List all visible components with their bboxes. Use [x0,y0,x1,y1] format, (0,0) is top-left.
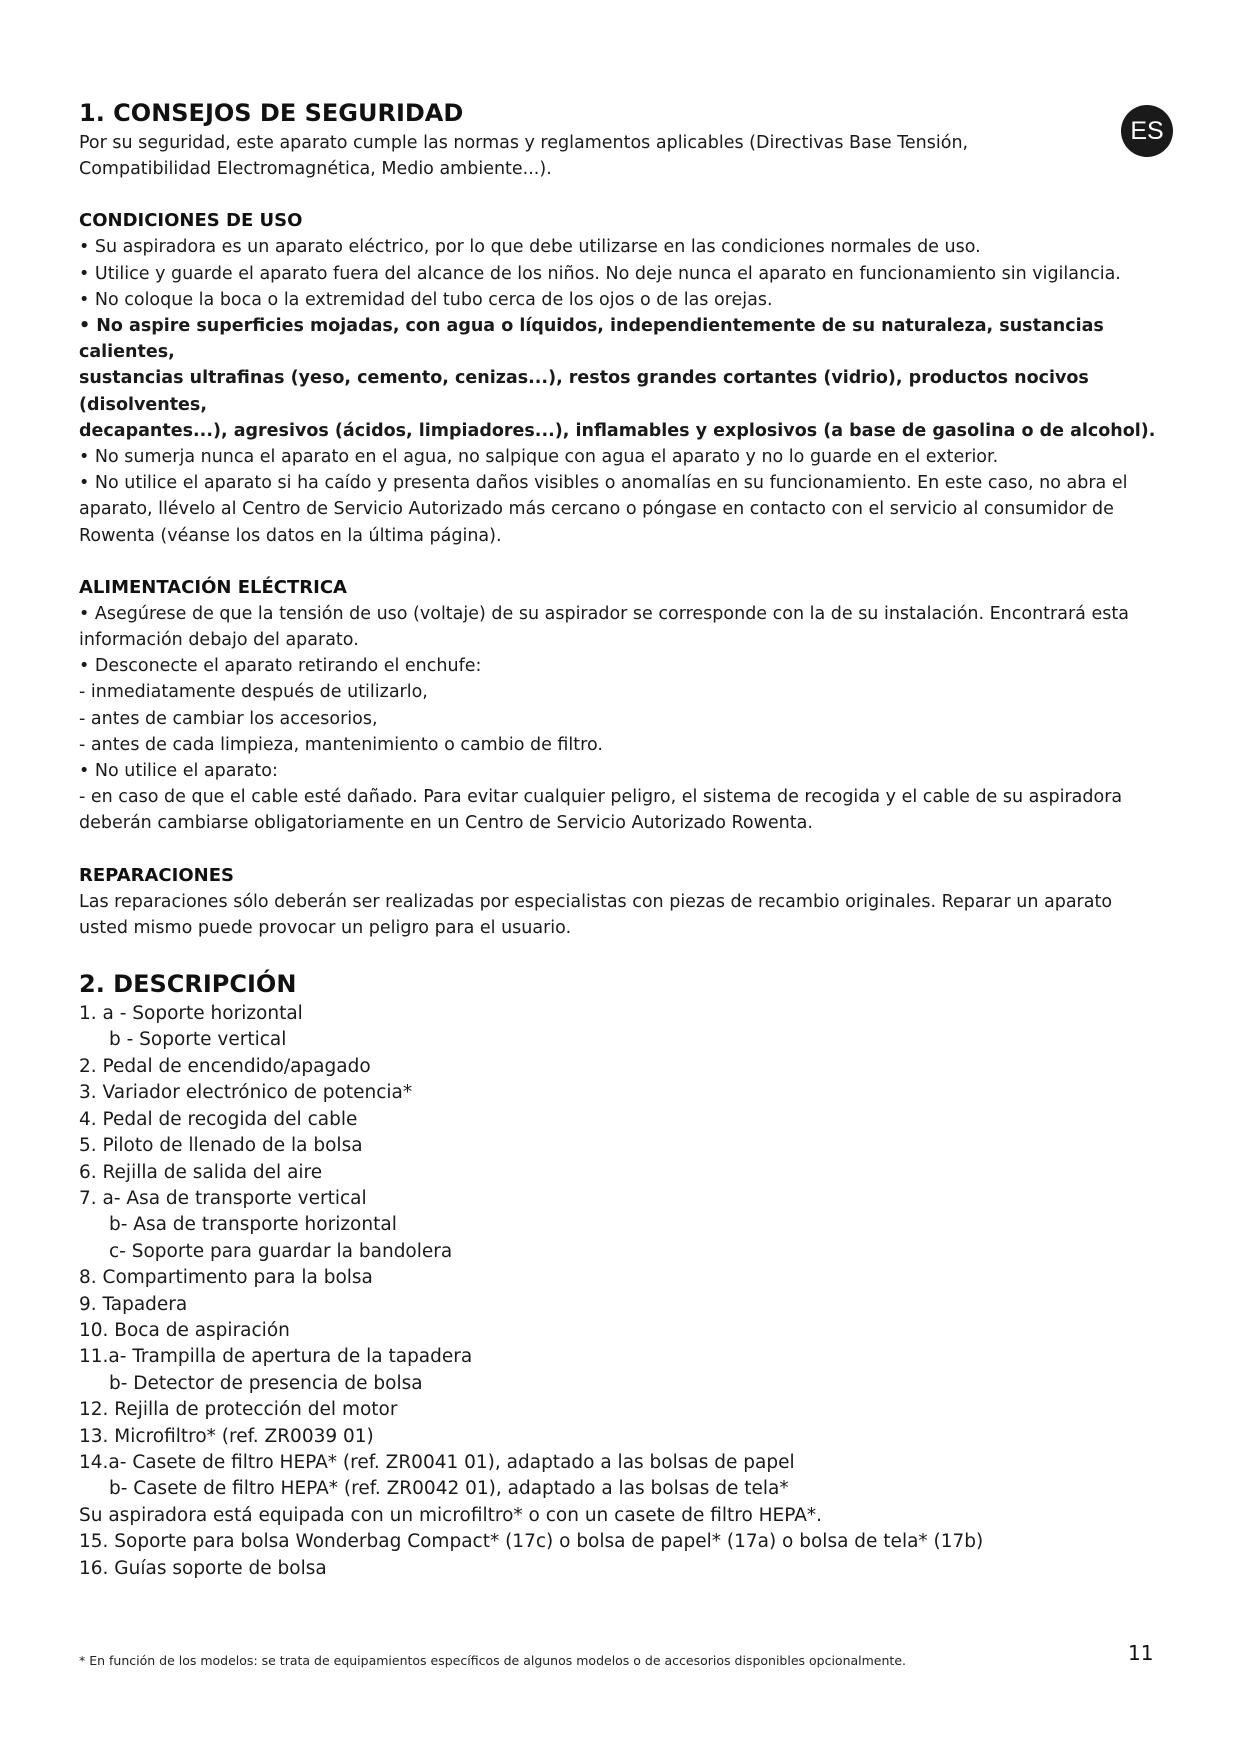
list-item: b- Asa de transporte horizontal [109,1214,397,1236]
conditions-warning-line: decapantes...), agresivos (ácidos, limpiadores...), inflamables y explosivos (a base de gasolina o de alcohol). [79,420,1156,441]
list-item: 9. Tapadera [79,1293,188,1315]
intro-line: Compatibilidad Electromagnética, Medio ambiente...). [79,159,552,180]
conditions-line: aparato, llévelo al Centro de Servicio Autorizado más cercano o póngase en contacto con el servicio al consumidor de [79,499,1114,520]
list-item: 1. a - Soporte horizontal [79,1003,303,1025]
list-item: 12. Rejilla de protección del motor [79,1399,398,1421]
conditions-warning-line: • No aspire superficies mojadas, con agua o líquidos, independientemente de su naturaleza, sustancias calientes, [79,316,1104,363]
list-item: 10. Boca de aspiración [79,1319,290,1341]
footnote: * En función de los modelos: se trata de equipamientos específicos de algunos modelos o de accesorios disponibles opcionalmente. [79,1653,906,1668]
list-item: 2. Pedal de encendido/apagado [79,1055,371,1077]
power-line: - en caso de que el cable esté dañado. Para evitar cualquier peligro, el sistema de recogida y el cable de su aspiradora [79,787,1123,808]
list-item: Su aspiradora está equipada con un microfiltro* o con un casete de filtro HEPA*. [79,1504,823,1526]
list-item: b- Casete de filtro HEPA* (ref. ZR0042 01), adaptado a las bolsas de tela* [109,1478,789,1500]
power-line: • Asegúrese de que la tensión de uso (voltaje) de su aspirador se corresponde con la de su instalación. Encontrará esta [79,603,1129,624]
repairs-line: usted mismo puede provocar un peligro para el usuario. [79,917,572,938]
section-title-safety: 1. CONSEJOS DE SEGURIDAD [79,99,464,127]
list-item: b- Detector de presencia de bolsa [109,1372,423,1394]
intro-line: Por su seguridad, este aparato cumple las normas y reglamentos aplicables (Directivas Base Tensión, [79,133,969,153]
conditions-line: • Su aspiradora es un aparato eléctrico, por lo que debe utilizarse en las condiciones normales de uso. [79,237,981,258]
list-item: b - Soporte vertical [109,1029,287,1051]
list-item: 15. Soporte para bolsa Wonderbag Compact* (17c) o bolsa de papel* (17a) o bolsa de tela* (17b) [79,1531,984,1553]
list-item: 8. Compartimento para la bolsa [79,1267,373,1289]
power-line: - inmediatamente después de utilizarlo, [79,682,428,703]
power-line: - antes de cada limpieza, mantenimiento o cambio de filtro. [79,734,603,755]
conditions-warning-line: sustancias ultrafinas (yeso, cemento, cenizas...), restos grandes cortantes (vidrio), productos nocivos (disolventes, [79,368,1089,415]
conditions-line: • No utilice el aparato si ha caído y presenta daños visibles o anomalías en su funcionamiento. En este caso, no abra el [79,473,1128,494]
heading-power: ALIMENTACIÓN ELÉCTRICA [79,576,347,598]
heading-conditions: CONDICIONES DE USO [79,210,303,232]
list-item: 7. a- Asa de transporte vertical [79,1187,367,1209]
power-line: • Desconecte el aparato retirando el enchufe: [79,656,482,677]
list-item: 4. Pedal de recogida del cable [79,1108,358,1130]
conditions-line: • Utilice y guarde el aparato fuera del alcance de los niños. No deje nunca el aparato en funcionamiento sin vigilancia. [79,263,1121,284]
list-item: c- Soporte para guardar la bandolera [109,1240,453,1262]
description-list [79,1001,1169,1582]
language-badge: ES [1121,105,1173,157]
page-content [79,96,1169,1582]
list-item: 14.a- Casete de filtro HEPA* (ref. ZR0041 01), adaptado a las bolsas de papel [79,1451,795,1473]
power-line: deberán cambiarse obligatoriamente en un Centro de Servicio Autorizado Rowenta. [79,813,813,834]
conditions-line: • No coloque la boca o la extremidad del tubo cerca de los ojos o de las orejas. [79,289,773,310]
power-line: - antes de cambiar los accesorios, [79,708,378,729]
list-item: 6. Rejilla de salida del aire [79,1161,323,1183]
section-title-description: 2. DESCRIPCIÓN [79,970,297,999]
power-line: • No utilice el aparato: [79,761,278,782]
page-number: 11 [1128,1641,1154,1665]
conditions-line: • No sumerja nunca el aparato en el agua, no salpique con agua el aparato y no lo guarde en el exterior. [79,447,999,468]
list-item: 5. Piloto de llenado de la bolsa [79,1135,363,1157]
heading-repairs: REPARACIONES [79,864,234,886]
list-item: 16. Guías soporte de bolsa [79,1557,327,1579]
power-line: información debajo del aparato. [79,630,359,651]
list-item: 11.a- Trampilla de apertura de la tapadera [79,1346,473,1368]
list-item: 3. Variador electrónico de potencia* [79,1082,413,1104]
repairs-line: Las reparaciones sólo deberán ser realizadas por especialistas con piezas de recambio originales. Reparar un aparato [79,891,1113,912]
list-item: 13. Microfiltro* (ref. ZR0039 01) [79,1425,374,1447]
conditions-line: Rowenta (véanse los datos en la última página). [79,525,502,546]
